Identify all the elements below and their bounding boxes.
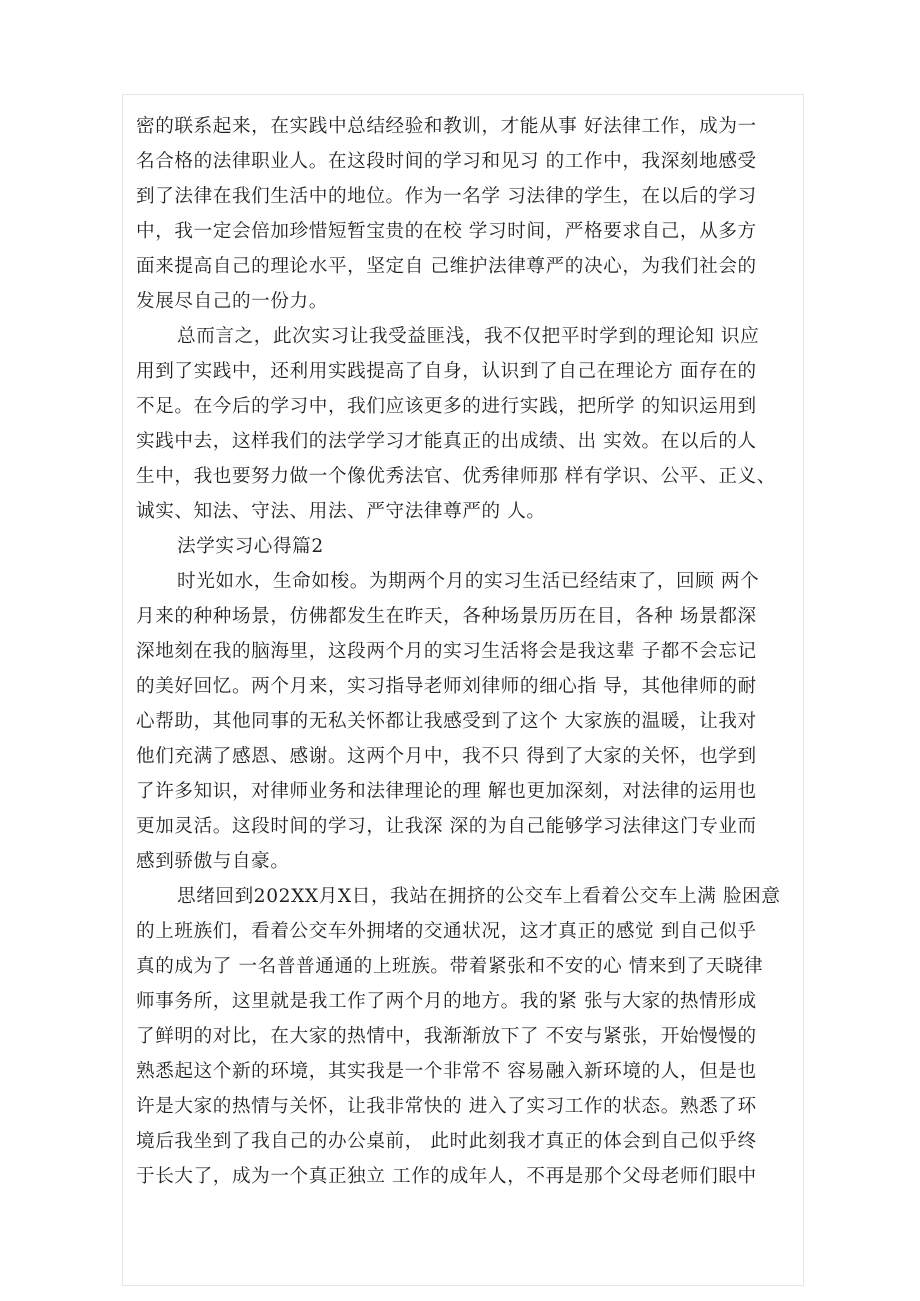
- text-line: 心帮助，其他同事的无私关怀都让我感受到了这个 大家族的温暖，让我对: [136, 711, 757, 732]
- text-line: 了鲜明的对比，在大家的热情中，我渐渐放下了 不安与紧张，开始慢慢的: [136, 1026, 757, 1047]
- text-line: 实践中去，这样我们的法学学习才能真正的出成绩、出 实效。在以后的人: [136, 431, 757, 452]
- section-heading: 法学实习心得篇2: [177, 536, 324, 557]
- text-line: 不足。在今后的学习中，我们应该更多的进行实践，把所学 的知识运用到: [136, 396, 757, 417]
- text-line: 中，我一定会倍加珍惜短暂宝贵的在校 学习时间，严格要求自己，从多方: [136, 221, 757, 242]
- text-line: 的美好回忆。两个月来，实习指导老师刘律师的细心指 导，其他律师的耐: [136, 676, 757, 697]
- text-line: 许是大家的热情与关怀，让我非常快的 进入了实习工作的状态。熟悉了环: [136, 1096, 757, 1117]
- text-line: 深地刻在我的脑海里，这段两个月的实习生活将会是我这辈 子都不会忘记: [136, 641, 757, 662]
- text-line: 更加灵活。这段时间的学习，让我深 深的为自己能够学习法律这门专业而: [136, 816, 757, 837]
- text-line: 发展尽自己的一份力。: [136, 291, 328, 312]
- text-line: 名合格的法律职业人。在这段时间的学习和见习 的工作中，我深刻地感受: [136, 151, 757, 172]
- text-line: 他们充满了感恩、感谢。这两个月中，我不只 得到了大家的关怀，也学到: [136, 746, 757, 767]
- text-line: 的上班族们，看着公交车外拥堵的交通状况，这才真正的感觉 到自己似乎: [136, 921, 757, 942]
- text-line: 真的成为了 一名普普通通的上班族。带着紧张和不安的心 情来到了天晓律: [136, 956, 764, 977]
- text-line: 熟悉起这个新的环境，其实我是一个非常不 容易融入新环境的人，但是也: [136, 1061, 757, 1082]
- text-line: 于长大了，成为一个真正独立 工作的成年人，不再是那个父母老师们眼中: [136, 1166, 757, 1187]
- text-line: 诚实、知法、守法、用法、严守法律尊严的 人。: [136, 501, 546, 522]
- text-line: 月来的种种场景，仿佛都发生在昨天，各种场景历历在目，各种 场景都深: [136, 606, 757, 627]
- text-line: 面来提高自己的理论水平，坚定自 己维护法律尊严的决心，为我们社会的: [136, 256, 757, 277]
- text-line: 师事务所，这里就是我工作了两个月的地方。我的紧 张与大家的热情形成: [136, 991, 757, 1012]
- paragraph-first-line: 思绪回到202XX月X日，我站在拥挤的公交车上看着公交车上满 脸困意: [177, 886, 781, 907]
- text-line: 到了法律在我们生活中的地位。作为一名学 习法律的学生，在以后的学习: [136, 186, 757, 207]
- text-line: 境后我坐到了我自己的办公桌前， 此时此刻我才真正的体会到自己似乎终: [136, 1131, 757, 1152]
- text-line: 用到了实践中，还利用实践提高了自身，认识到了自己在理论方 面存在的: [136, 361, 757, 382]
- text-line: 密的联系起来，在实践中总结经验和教训，才能从事 好法律工作，成为一: [136, 116, 757, 137]
- text-line: 生中，我也要努力做一个像优秀法官、优秀律师那 样有学识、公平、正义、: [136, 466, 776, 487]
- text-line: 了许多知识，对律师业务和法律理论的理 解也更加深刻，对法律的运用也: [136, 781, 757, 802]
- paragraph-first-line: 时光如水，生命如梭。为期两个月的实习生活已经结束了，回顾 两个: [177, 571, 760, 592]
- paragraph-first-line: 总而言之，此次实习让我受益匪浅，我不仅把平时学到的理论知 识应: [177, 326, 760, 347]
- text-line: 感到骄傲与自豪。: [136, 851, 290, 872]
